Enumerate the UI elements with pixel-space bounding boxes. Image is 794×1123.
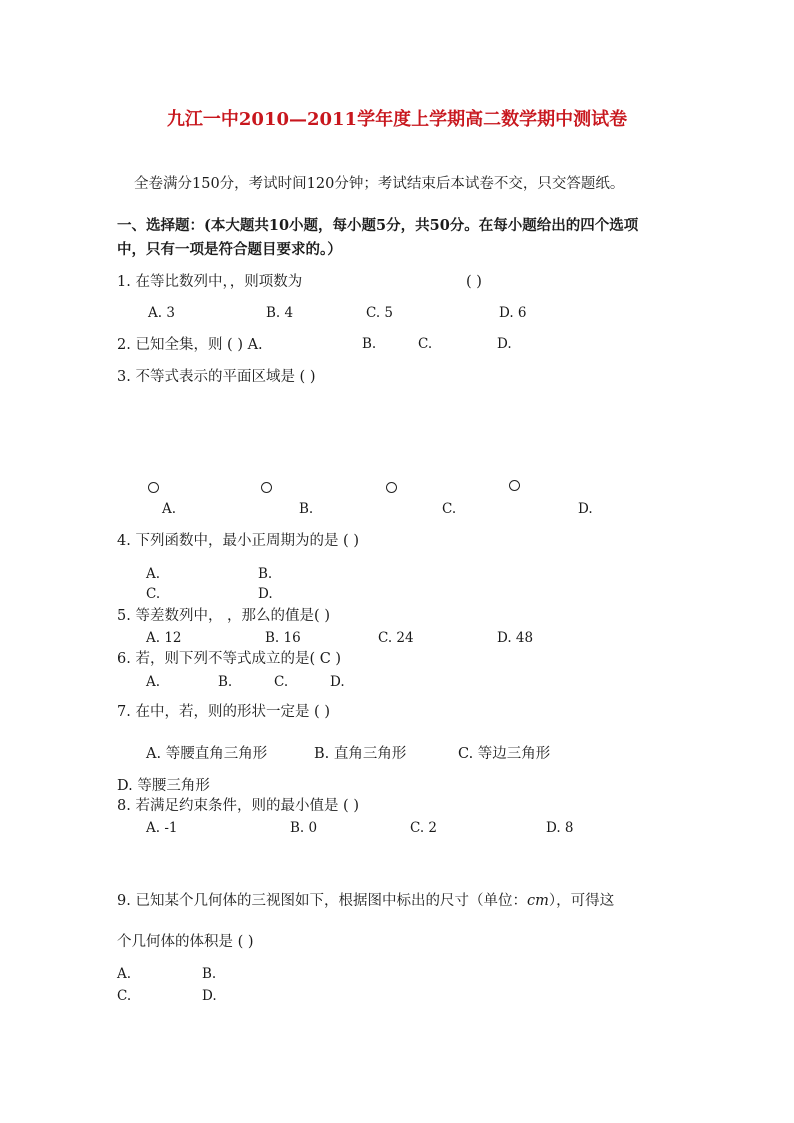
question-5-option-d: D. 48 xyxy=(497,630,534,646)
question-6-option-a: A. xyxy=(146,674,161,690)
question-9-stem-part2: ），可得这 xyxy=(548,893,615,909)
question-8-option-a: A. -1 xyxy=(146,820,178,836)
exam-instructions: 全卷满分150分，考试时间120分钟；考试结束后本试卷不交，只交答题纸。 xyxy=(134,176,625,192)
question-7-option-b: B. 直角三角形 xyxy=(314,746,407,762)
question-3-option-d: D. xyxy=(578,501,593,517)
question-8-stem: 8. 若满足约束条件，则的最小值是 ( ) xyxy=(117,798,359,814)
question-8-option-b: B. 0 xyxy=(290,820,318,836)
origin-circle-icon xyxy=(386,482,397,493)
question-1-option-c: C. 5 xyxy=(366,305,394,321)
question-2-option-d: D. xyxy=(497,336,512,352)
question-2-stem: 2. 已知全集，则 ( ) A. xyxy=(117,337,263,353)
question-6-option-c: C. xyxy=(274,674,289,690)
question-9-stem-part1: 9. 已知某个几何体的三视图如下，根据图中标出的尺寸（单位： xyxy=(117,893,527,909)
question-7-option-c: C. 等边三角形 xyxy=(458,746,551,762)
section-heading-line2: 中，只有一项是符合题目要求的。） xyxy=(117,241,342,258)
section-heading-line1: 一、选择题：(本大题共10小题，每小题5分，共50分。在每小题给出的四个选项 xyxy=(117,217,639,234)
question-9-unit: cm xyxy=(526,893,549,909)
origin-circle-icon xyxy=(509,480,520,491)
question-1-answer-paren: ( ) xyxy=(466,274,482,290)
question-7-option-d: D. 等腰三角形 xyxy=(117,778,210,794)
origin-circle-icon xyxy=(261,482,272,493)
question-4-option-a: A. xyxy=(146,566,161,582)
question-1-stem: 1. 在等比数列中，，则项数为 xyxy=(117,274,303,290)
question-2-option-b: B. xyxy=(362,336,377,352)
question-7-option-a: A. 等腰直角三角形 xyxy=(146,746,268,762)
question-4-stem: 4. 下列函数中，最小正周期为的是 ( ) xyxy=(117,533,359,549)
question-1-option-b: B. 4 xyxy=(266,305,294,321)
question-3-option-b: B. xyxy=(299,501,314,517)
question-5-option-b: B. 16 xyxy=(265,630,301,646)
question-9-stem-line2: 个几何体的体积是 ( ) xyxy=(117,934,254,950)
question-4-option-d: D. xyxy=(258,586,273,602)
question-5-option-a: A. 12 xyxy=(146,630,182,646)
page-title: 九江一中2010—2011学年度上学期高二数学期中测试卷 xyxy=(166,109,628,130)
question-9-option-b: B. xyxy=(202,966,217,982)
question-6-stem: 6. 若，则下列不等式成立的是( C ) xyxy=(117,651,342,667)
question-1-option-d: D. 6 xyxy=(499,305,527,321)
question-6-option-d: D. xyxy=(330,674,345,690)
question-9-option-c: C. xyxy=(117,988,132,1004)
question-4-option-c: C. xyxy=(146,586,161,602)
question-7-stem: 7. 在中，若，则的形状一定是 ( ) xyxy=(117,704,330,720)
origin-circle-icon xyxy=(148,482,159,493)
question-3-stem: 3. 不等式表示的平面区域是 ( ) xyxy=(117,369,316,385)
question-5-option-c: C. 24 xyxy=(378,630,414,646)
question-4-option-b: B. xyxy=(258,566,273,582)
question-9-stem xyxy=(117,894,614,909)
question-5-stem: 5. 等差数列中， ，那么的值是( ) xyxy=(117,608,330,624)
question-8-option-d: D. 8 xyxy=(546,820,574,836)
question-1-option-a: A. 3 xyxy=(148,305,175,321)
question-6-option-b: B. xyxy=(218,674,233,690)
question-3-option-a: A. xyxy=(162,501,177,517)
question-9-option-d: D. xyxy=(202,988,217,1004)
question-2-option-c: C. xyxy=(418,336,433,352)
question-8-option-c: C. 2 xyxy=(410,820,438,836)
question-3-option-c: C. xyxy=(442,501,457,517)
question-9-option-a: A. xyxy=(117,966,132,982)
